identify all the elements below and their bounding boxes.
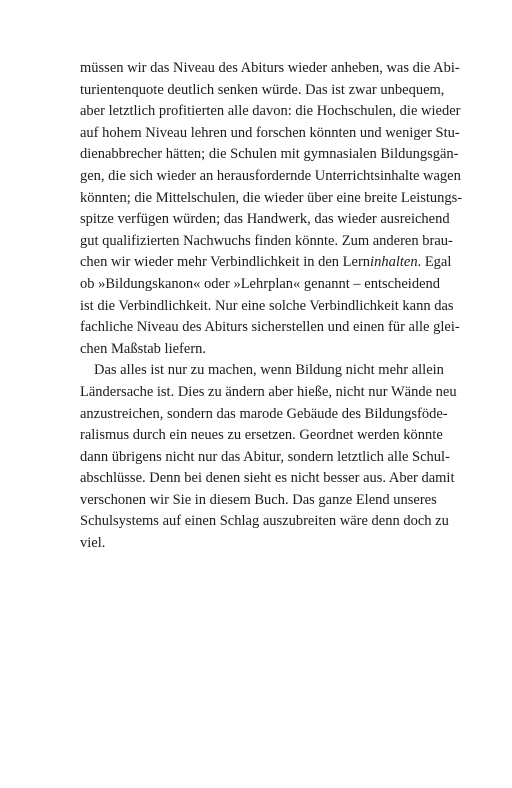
paragraph-1: [80, 58, 463, 360]
text-line: Ländersache ist. Dies zu ändern aber hieße, nicht nur Wände neu: [80, 383, 457, 400]
emphasized-word: inhalten: [370, 254, 418, 271]
text-line: ralismus durch ein neues zu ersetzen. Geordnet werden könnte: [80, 427, 443, 444]
text-line: turientenquote deutlich senken würde. Das ist zwar unbequem,: [80, 81, 445, 98]
text-line: chen Maßstab liefern.: [80, 340, 207, 357]
text-line: gut qualifizierten Nachwuchs finden könnte. Zum anderen brau-: [80, 232, 453, 249]
book-page: [80, 58, 463, 555]
text-segment: . Egal: [417, 254, 452, 271]
text-line: spitze verfügen würden; das Handwerk, das wieder ausreichend: [80, 211, 450, 228]
text-line: ist die Verbindlichkeit. Nur eine solche Verbindlichkeit kann das: [80, 297, 454, 314]
text-line: auf hohem Niveau lehren und forschen könnten und weniger Stu-: [80, 124, 460, 141]
text-line: anzustreichen, sondern das marode Gebäude des Bildungsföde-: [80, 405, 448, 422]
paragraph-2: [80, 360, 457, 554]
text-line: gen, die sich wieder an herausfordernde Unterrichtsinhalte wagen: [80, 167, 461, 184]
text-line-with-emphasis: [80, 252, 452, 274]
text-line: könnten; die Mittelschulen, die wieder über eine breite Leistungs-: [80, 189, 463, 206]
text-line: müssen wir das Niveau des Abiturs wieder anheben, was die Abi-: [80, 60, 460, 76]
text-line: viel.: [80, 535, 106, 552]
text-line: fachliche Niveau des Abiturs sicherstellen und einen für alle glei-: [80, 319, 460, 336]
text-line: dann übrigens nicht nur das Abitur, sondern letztlich alle Schul-: [80, 448, 450, 465]
text-line: ob »Bildungskanon« oder »Lehrplan« genannt – entscheidend: [80, 275, 441, 292]
text-line: abschlüsse. Denn bei denen sieht es nicht besser aus. Aber damit: [80, 470, 455, 487]
text-line: Das alles ist nur zu machen, wenn Bildung nicht mehr allein: [94, 362, 444, 379]
text-line: aber letztlich profitierten alle davon: die Hochschulen, die wieder: [80, 103, 461, 120]
text-line: verschonen wir Sie in diesem Buch. Das ganze Elend unseres: [80, 491, 437, 508]
text-line: Schulsystems auf einen Schlag auszubreiten wäre denn doch zu: [80, 513, 449, 530]
text-segment: chen wir wieder mehr Verbindlichkeit in den Lern: [80, 254, 371, 271]
text-line: dienabbrecher hätten; die Schulen mit gymnasialen Bildungsgän-: [80, 146, 459, 163]
